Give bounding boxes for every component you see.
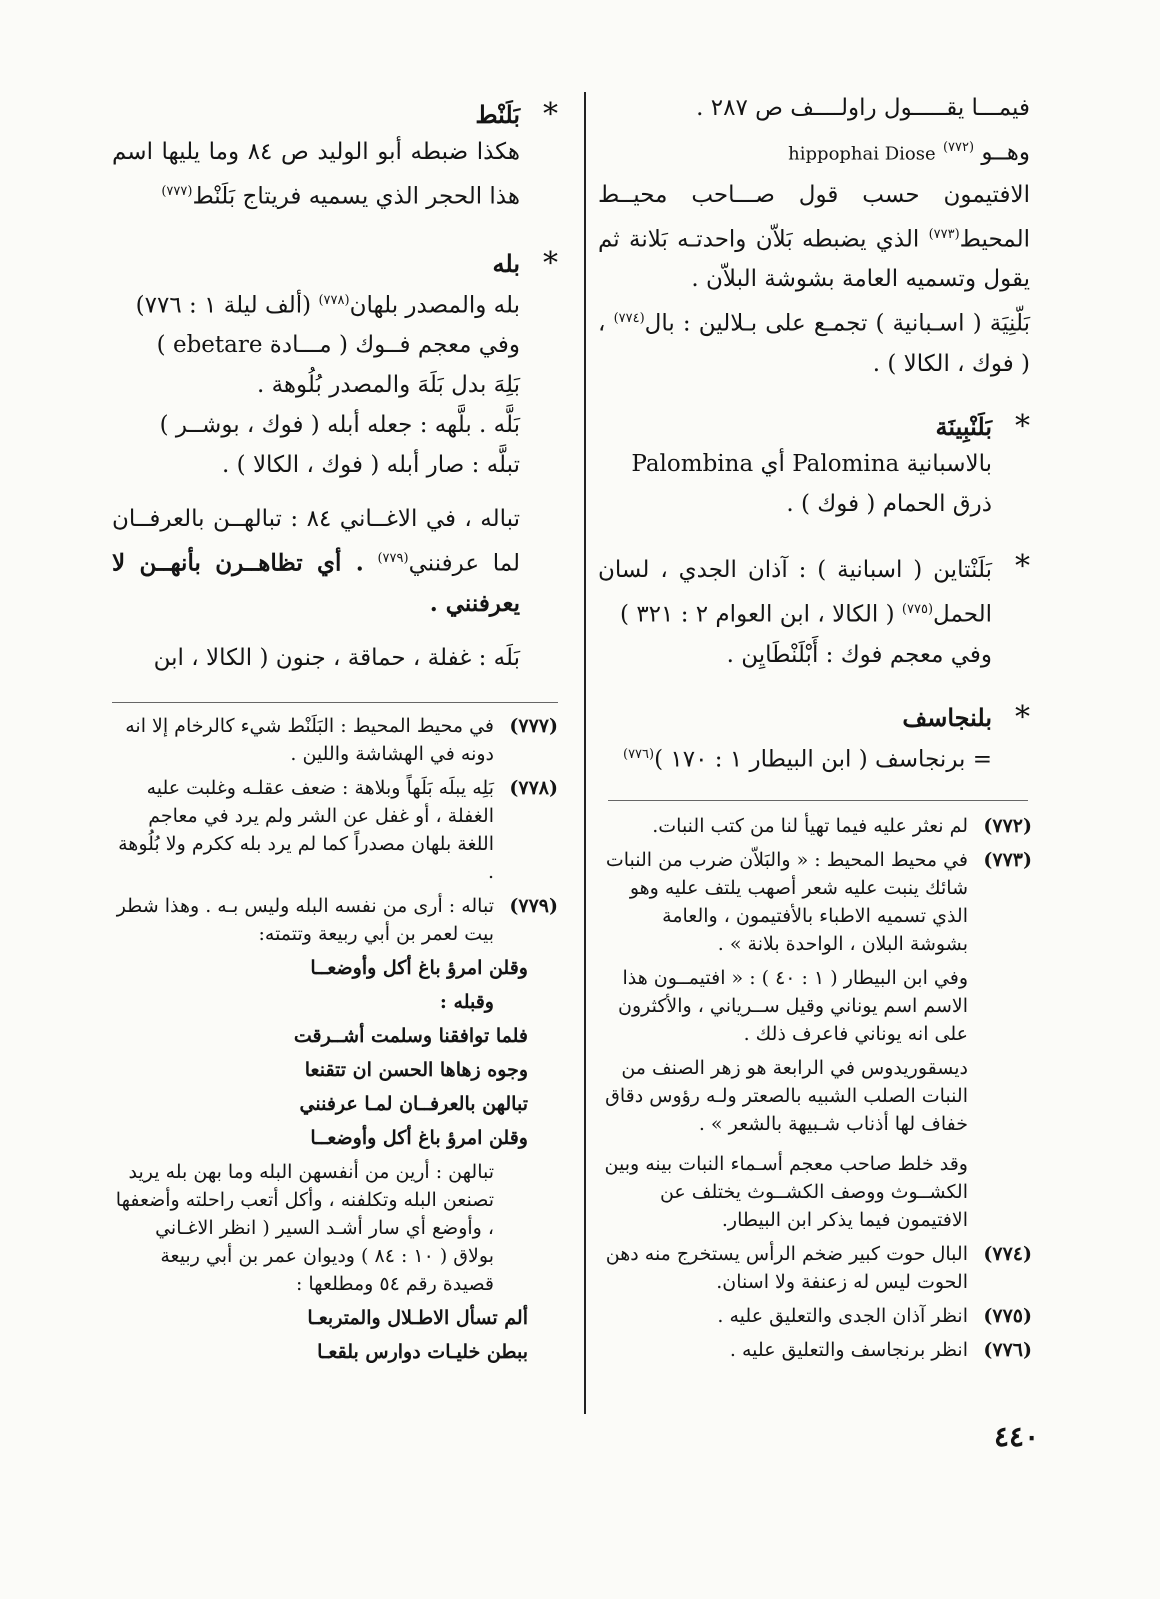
asterisk-icon: * [543,245,558,281]
right-lead-text [598,88,1030,384]
entry-balanbina [598,410,1030,524]
entry-headword: بله [492,248,520,278]
entry-balantain [598,550,1030,675]
entry-balah [112,247,558,678]
footnote-verse: تبالهن بالعرفــان لمـا عرفنني [299,1093,528,1115]
lead-line: بَلّنِيَة ( اسـبانية ) تجمـع على بـلالين : بال$^{(٧٧٤)}$ ، ( فوك ، الكالا ) . [598,310,1031,377]
entry-line: بَلَّه . بلَّهه : جعله أبله ( فوك ، بوشــر ) [159,412,520,439]
footnote: وقبله : [439,991,494,1013]
entry-line: ذرق الحمام ( فوك ) . [786,490,992,517]
footnote-rule-left [112,702,558,703]
footnote: (٧٧٩) تباله : أرى من نفسه البله وليس بـه . وهذا شطر بيت لعمر بن أبي ربيعة وتتمته: [116,895,558,945]
column-divider [584,92,586,1414]
entry-line: هكذا ضبطه أبو الوليد ص ٨٤ وما يليها اسم هذا الحجر الذي يسميه فريتاج بَلَنْط$^{(٧٧٧)}$ [112,139,520,210]
footnote: (٧٧٤) البال حوت كبير ضخم الرأس يستخرج منه دهن الحوت ليس له زعنفة ولا اسنان. [605,1243,1032,1293]
footnote: تبالهن : أرين من أنفسهن البله وما بهن بله يريد تصنعن البله وتكلفنه ، وأكل أتعب راحلته وأضعفها ، وأوضع أي سار أشـد السير ( انظر الاغـاني بولاق ( ١٠ : ٨٤ ) وديوان عمر بن أبي ربيعة قصيدة رقم ٥٤ ومطلعها : [115,1161,494,1295]
left-column [112,98,558,704]
footnote-verse: فلما توافقنا وسلمت أشــرقت [293,1025,528,1047]
entry-line: بله والمصدر بلهان$^{(٧٧٨)}$ (ألف ليلة ١ : ٧٧٦) [135,292,520,319]
asterisk-icon: * [1015,548,1030,584]
asterisk-icon: * [543,97,558,132]
footnote: (٧٧٢) لم نعثر عليه فيما تهيأ لنا من كتب النبات. [652,815,1032,837]
entry-balanjasaf [598,701,1030,780]
lead-line: فيمـــا يقـــــول راولــــف ص ٢٨٧ . [696,95,1030,121]
asterisk-icon: * [1015,699,1030,735]
entry-balant [112,98,558,217]
footnote: وقد خلط صاحب معجم أسـماء النبات بينه وبين الكشــوث ووصف الكشــوث يختلف عن الافتيمون فيما يذكر ابن البيطار. [604,1153,968,1231]
right-footnotes [600,812,1032,1370]
lead-line: الافتيمون حسب قول صـــاحب محيــط المحيط$^{(٧٧٣)}$ الذي يضبطه بَلاّن واحدتـه بَلانة ثم يقول وتسميه العامة بشوشة البلاّن . [598,181,1030,293]
entry-line: وفي معجم فوك : أَبْلَنْطَايِن . [726,641,992,668]
entry-line: تباله ، في الاغــاني ٨٤ : تبالهــن بالعرفــان لما عرفنني$^{(٧٧٩)}$ . أي تظاهــرن بأنهــن لا يعرفنني . [112,506,521,617]
entry-line: بَلِهَ بدل بَلَهَ والمصدر بُلُوهة . [256,372,520,399]
footnote: (٧٧٨) بَلِه يبلَه بَلَهاً وبلاهة : ضعف عقلـه وغلبت عليه الغفلة ، أو غفل عن الشر ولم يرد في معاجم اللغة بلهان مصدراً كما لم يرد بله ككرم ولا بُلُوهة . [118,777,558,883]
footnote-verse: ببطن خليـات دوارس بلقعـا [317,1341,528,1363]
entry-headword: بَلَنْط [475,100,520,129]
footnote-verse: وجوه زهاها الحسن ان تتقنعا [304,1059,528,1081]
footnote: (٧٧٣) في محيط المحيط : « والبَلاّن ضرب من النبات شائك ينبت عليه شعر أصهب يلتف عليه وهو الذي تسميه الاطباء بالأفتيمون ، والعامة بشوشة البلان ، الواحدة بلانة » . [605,849,1032,955]
footnote-verse: وقلن امرؤ باغ أكل وأوضعــا [310,957,528,979]
entry-line: بالاسبانية Palomina أي Palombina [631,450,992,477]
entry-line: بَلَه : غفلة ، حماقة ، جنون ( الكالا ، ابن [153,644,520,671]
footnote: وفي ابن البيطار ( ١ : ٤٠ ) : « افتيمــون هذا الاسم اسم يوناني وقيل ســرياني ، والأكثرون على انه يوناني فاعرف ذلك . [618,967,968,1045]
asterisk-icon: * [1015,408,1030,444]
right-column [598,88,1030,805]
footnote: (٧٧٥) انظر آذان الجدى والتعليق عليه . [717,1305,1032,1327]
entry-headword: بلنجاسف [902,702,992,732]
entry-line: بَلَنْتاين ( اسبانية ) : آذان الجدي ، لسان الحمل$^{(٧٧٥)}$ ( الكالا ، ابن العوام ٢ : ٣٢١ ) [598,556,992,628]
lead-line: وهــو $^{(٧٧٢)}$ hippophai Diose [788,139,1030,166]
footnote-verse: وقلن امرؤ باغ أكل وأوضعــا [310,1127,528,1149]
footnote-rule-right [608,800,1028,801]
left-footnotes [112,712,558,1372]
footnote-verse: ألم تسأل الاطـلال والمتربعـا [307,1307,528,1329]
entry-line: = برنجاسف ( ابن البيطار ١ : ١٧٠ )$^{(٧٧٦)}$ [623,746,992,773]
entry-line: وفي معجم فــوك ( مـــادة ebetare ) [156,332,520,359]
footnote: ديسقوريدوس في الرابعة هو زهر الصنف من النبات الصلب الشبيه بالصعتر ولـه رؤوس دقاق خفاف لها أذناب شـبيهة بالشعر » . [605,1057,968,1135]
page-number: ٤٤٠ [994,1420,1040,1453]
entry-line: تبلَّه : صار أبله ( فوك ، الكالا ) . [222,452,520,479]
entry-headword: بَلَنْبِينَة [935,411,992,441]
footnote: (٧٧٧) في محيط المحيط : البَلَنْط شيء كالرخام إلا انه دونه في الهشاشة واللين . [125,715,558,765]
footnote: (٧٧٦) انظر برنجاسف والتعليق عليه . [729,1339,1032,1361]
